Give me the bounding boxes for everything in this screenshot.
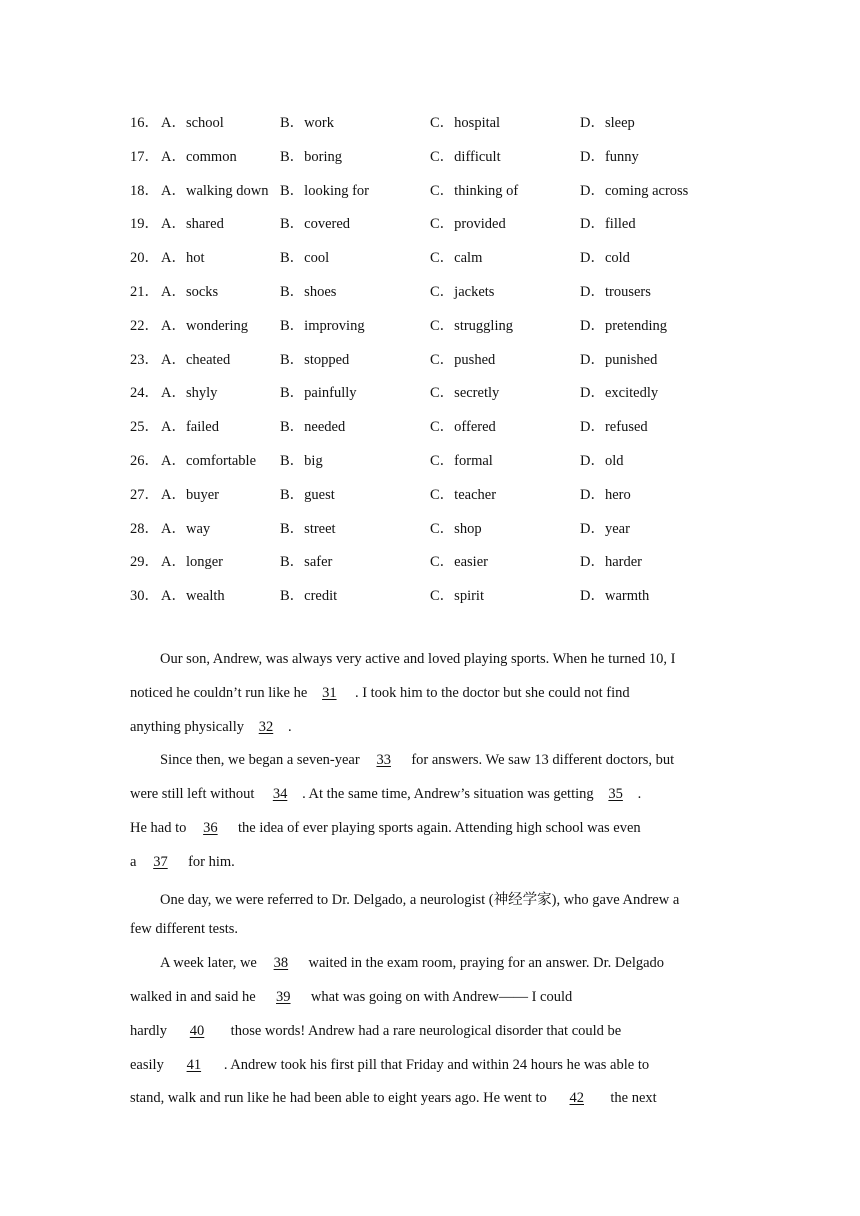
- passage-text: . Andrew took his first pill that Friday and within 24 hours he was able to: [223, 1056, 650, 1073]
- passage-text: . I took him to the doctor but she could not find: [351, 684, 630, 701]
- blank-37: 37: [153, 853, 168, 870]
- passage-text: the next: [606, 1090, 657, 1107]
- option-d: D．old: [580, 452, 624, 469]
- passage-text: easily: [130, 1056, 164, 1073]
- option-row: [130, 550, 770, 584]
- passage-line: [130, 989, 730, 1023]
- passage-text: .: [287, 718, 292, 735]
- option-c: C．provided: [430, 216, 506, 233]
- passage-line: [130, 651, 730, 685]
- option-d: D．sleep: [580, 115, 635, 131]
- option-row: [130, 584, 770, 618]
- option-d: D．punished: [580, 351, 658, 368]
- option-b: B．needed: [280, 419, 346, 436]
- passage-text: anything physically: [130, 718, 244, 735]
- option-b: B．improving: [280, 317, 365, 334]
- option-c: C．formal: [430, 452, 493, 469]
- option-b: B．covered: [280, 216, 351, 233]
- passage-line: [130, 854, 730, 888]
- passage-text: what was going on with Andrew—— I could: [307, 988, 573, 1005]
- passage-text: Since then, we began a seven-year: [160, 752, 360, 769]
- option-c: C．easier: [430, 554, 488, 571]
- question-number: 27．: [130, 486, 159, 503]
- passage-line: [130, 786, 730, 820]
- option-d: D．filled: [580, 216, 636, 233]
- passage-text: walked in and said he: [130, 988, 260, 1005]
- passage-line: [130, 685, 730, 719]
- option-b: B．credit: [280, 588, 338, 605]
- option-a: A．socks: [161, 283, 219, 300]
- passage-text: a: [130, 853, 137, 870]
- option-b: B．looking for: [280, 182, 370, 199]
- blank-36: 36: [203, 819, 218, 836]
- option-row: [130, 483, 770, 517]
- option-b: B．big: [280, 452, 323, 469]
- passage-text: stand, walk and run like he had been able to eight years ago. He went to: [130, 1090, 547, 1107]
- option-d: D．funny: [580, 148, 639, 165]
- option-row: [130, 179, 770, 213]
- option-a: A．comfortable: [161, 452, 257, 469]
- passage-text: He had to: [130, 819, 187, 836]
- passage-text: for him.: [184, 853, 235, 870]
- blank-39: 39: [276, 988, 291, 1005]
- options-table: [130, 111, 770, 618]
- option-b: B．safer: [280, 554, 333, 571]
- passage-line: [130, 921, 730, 955]
- passage-line: [130, 752, 730, 786]
- option-a: A．failed: [161, 419, 219, 436]
- question-number: 29．: [130, 554, 159, 571]
- passage-line: [130, 1023, 730, 1057]
- option-row: [130, 449, 770, 483]
- option-c: C．calm: [430, 250, 483, 267]
- option-c: C．teacher: [430, 486, 497, 503]
- question-number: 18．: [130, 182, 159, 199]
- question-number: 25．: [130, 419, 159, 436]
- option-row: [130, 212, 770, 246]
- passage-text: few different tests.: [130, 921, 239, 938]
- option-a: A．longer: [161, 554, 224, 571]
- option-d: D．pretending: [580, 317, 667, 334]
- blank-38: 38: [273, 955, 289, 972]
- option-row: [130, 348, 770, 382]
- option-a: A．shyly: [161, 385, 218, 402]
- passage-text: noticed he couldn’t run like he: [130, 684, 308, 701]
- passage-text: hardly: [130, 1022, 168, 1039]
- blank-42: 42: [569, 1090, 584, 1107]
- passage-text: waited in the exam room, praying for an answer. Dr. Delgado: [304, 955, 665, 972]
- passage-text: were still left without: [130, 786, 259, 803]
- option-row: [130, 111, 770, 145]
- option-c: C．difficult: [430, 148, 501, 165]
- blank-35: 35: [608, 786, 623, 803]
- option-b: B．painfully: [280, 385, 357, 402]
- question-number: 22．: [130, 317, 159, 334]
- passage-text: A week later, we: [160, 955, 257, 972]
- option-a: A．way: [161, 520, 211, 537]
- question-number: 24．: [130, 385, 159, 402]
- option-a: A．walking down: [161, 182, 269, 199]
- option-d: D．warmth: [580, 588, 650, 605]
- option-a: A．buyer: [161, 486, 219, 503]
- option-b: B．street: [280, 520, 336, 537]
- option-row: [130, 381, 770, 415]
- question-number: 30．: [130, 588, 159, 605]
- option-d: D．coming across: [580, 182, 689, 199]
- option-row: [130, 280, 770, 314]
- option-d: D．year: [580, 520, 630, 537]
- option-a: A．shared: [161, 216, 224, 233]
- option-c: C．struggling: [430, 317, 513, 334]
- question-number: 26．: [130, 452, 159, 469]
- blank-40: 40: [189, 1022, 205, 1039]
- passage-line: [130, 888, 730, 922]
- option-c: C．thinking of: [430, 182, 519, 199]
- question-number: 16．: [130, 115, 159, 131]
- passage-text: . At the same time, Andrew’s situation was getting: [302, 786, 594, 803]
- option-c: C．secretly: [430, 385, 500, 402]
- option-d: D．hero: [580, 486, 631, 503]
- option-c: C．jackets: [430, 283, 495, 300]
- option-d: D．harder: [580, 554, 643, 571]
- passage-text: Our son, Andrew, was always very active and loved playing sports. When he turned 10, I: [160, 651, 676, 667]
- option-b: B．stopped: [280, 351, 350, 368]
- option-b: B．boring: [280, 148, 343, 165]
- option-d: D．refused: [580, 419, 648, 436]
- passage-text: .: [637, 786, 642, 803]
- option-row: [130, 246, 770, 280]
- option-b: B．cool: [280, 250, 330, 267]
- option-d: D．cold: [580, 250, 630, 267]
- passage-text: those words! Andrew had a rare neurological disorder that could be: [227, 1022, 622, 1039]
- question-number: 17．: [130, 148, 159, 165]
- option-row: [130, 517, 770, 551]
- cloze-passage: [130, 651, 730, 1124]
- option-b: B．guest: [280, 486, 335, 503]
- option-c: C．hospital: [430, 115, 501, 131]
- passage-line: [130, 1057, 730, 1091]
- question-number: 28．: [130, 520, 159, 537]
- question-number: 21．: [130, 283, 159, 300]
- blank-33: 33: [376, 752, 391, 769]
- option-d: D．trousers: [580, 283, 651, 300]
- passage-line: [130, 820, 730, 854]
- passage-text: One day, we were referred to Dr. Delgado, a neurologist (神经学家), who gave Andrew a: [160, 891, 680, 908]
- option-a: A．school: [161, 115, 224, 131]
- option-c: C．spirit: [430, 588, 484, 605]
- option-row: [130, 415, 770, 449]
- passage-text: the idea of ever playing sports again. Attending high school was even: [234, 819, 641, 836]
- option-b: B．work: [280, 115, 334, 131]
- option-row: [130, 145, 770, 179]
- option-row: [130, 314, 770, 348]
- passage-line: [130, 1090, 730, 1124]
- blank-32: 32: [258, 718, 274, 735]
- blank-34: 34: [272, 786, 288, 803]
- passage-line: [130, 719, 730, 753]
- option-a: A．wondering: [161, 317, 248, 334]
- question-number: 20．: [130, 250, 159, 267]
- option-a: A．common: [161, 148, 237, 165]
- option-c: C．pushed: [430, 351, 496, 368]
- option-d: D．excitedly: [580, 385, 659, 402]
- passage-line: [130, 955, 730, 989]
- blank-31: 31: [322, 684, 337, 701]
- question-number: 23．: [130, 351, 159, 368]
- option-a: A．wealth: [161, 588, 225, 605]
- passage-text: for answers. We saw 13 different doctors, but: [407, 752, 675, 769]
- blank-41: 41: [186, 1056, 202, 1073]
- question-number: 19．: [130, 216, 159, 233]
- option-a: A．hot: [161, 250, 205, 267]
- option-c: C．offered: [430, 419, 496, 436]
- option-c: C．shop: [430, 520, 482, 537]
- option-b: B．shoes: [280, 283, 337, 300]
- option-a: A．cheated: [161, 351, 231, 368]
